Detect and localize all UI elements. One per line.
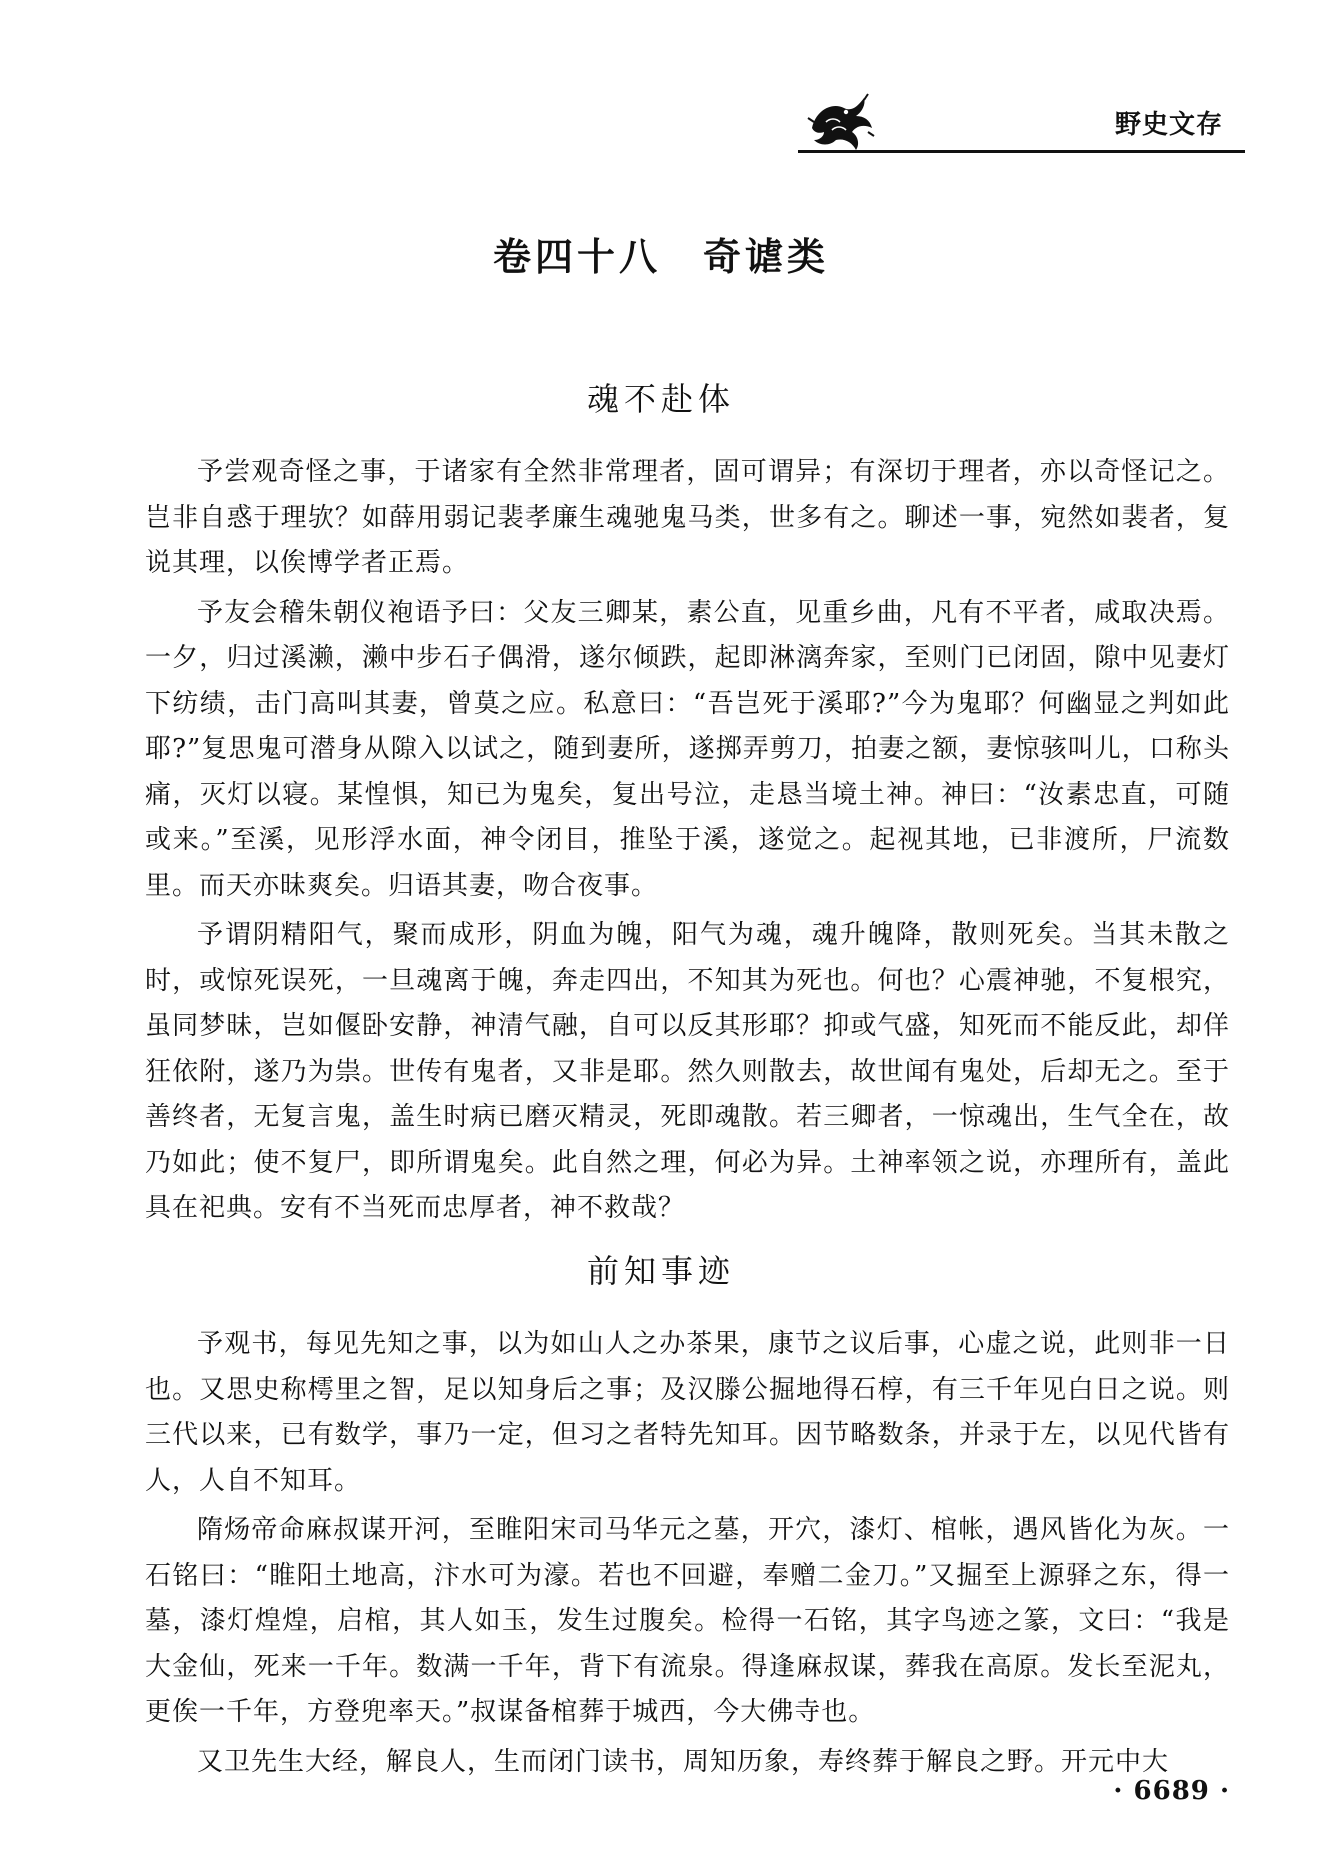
paragraph: 隋炀帝命麻叔谋开河，至睢阳宋司马华元之墓，开穴，漆灯、棺帐，遇风皆化为灰。一石铭曰：“睢阳土地高，汴水可为濠。若也不回避，奉赠二金刀。”又掘至上源驿之东，得一墓，漆灯煌煌，启棺，其人如玉，发生过腹矣。检得一石铭，其字鸟迹之篆，文曰：“我是大金仙，死来一千年。数满一千年，背下有流泉。得逢麻叔谋，葬我在高原。发长至泥丸，更俟一千年，方登兜率天。”叔谋备棺葬于城西，今大佛寺也。 bbox=[145, 1515, 1230, 1727]
running-title: 野史文存 bbox=[1114, 110, 1223, 140]
paragraph: 又卫先生大经，解良人，生而闭门读书，周知历象，寿终葬于解良之野。开元中大 bbox=[197, 1746, 1170, 1777]
chapter-title: 卷四十八 奇谑类 bbox=[492, 235, 829, 279]
section-title-soul: 魂不赴体 bbox=[586, 380, 735, 418]
running-header bbox=[790, 88, 1245, 158]
header-rule bbox=[798, 150, 1245, 153]
page-number: · 6689 · bbox=[1113, 1776, 1230, 1806]
paragraph: 予观书，每见先知之事，以为如山人之办茶果，康节之议后事，心虚之说，此则非一日也。又思史称樗里之智，足以知身后之事；及汉滕公掘地得石椁，有三千年见白日之说。则三代以来，已有数学，事乃一定，但习之者特先知耳。因节略数条，并录于左，以见代皆有人，人自不知耳。 bbox=[145, 1329, 1230, 1496]
paragraph: 予谓阴精阳气，聚而成形，阴血为魄，阳气为魂，魂升魄降，散则死矣。当其未散之时，或惊死误死，一旦魂离于魄，奔走四出，不知其为死也。何也？心震神驰，不复根究，虽同梦昧，岂如偃卧安静，神清气融，自可以反其形耶？抑或气盛，知死而不能反此，却佯狂依附，遂乃为祟。世传有鬼者，又非是耶。然久则散去，故世闻有鬼处，后却无之。至于善终者，无复言鬼，盖生时病已磨灭精灵，死即魂散。若三卿者，一惊魂出，生气全在，故乃如此；使不复尸，即所谓鬼矣。此自然之理，何必为异。土神率领之说，亦理所有，盖此具在祀典。安有不当死而忠厚者，神不救哉？ bbox=[145, 920, 1230, 1223]
dragon-emblem-icon bbox=[806, 88, 878, 152]
paragraph: 予友会稽朱朝仪袍语予曰：父友三卿某，素公直，见重乡曲，凡有不平者，咸取决焉。一夕，归过溪濑，濑中步石子偶滑，遂尔倾跌，起即淋漓奔家，至则门已闭固，隙中见妻灯下纺绩，击门高叫其妻，曾莫之应。私意曰：“吾岂死于溪耶?”今为鬼耶？何幽显之判如此耶?”复思鬼可潜身从隙入以试之，随到妻所，遂掷弄剪刀，拍妻之额，妻惊骇叫儿，口称头痛，灭灯以寝。某惶惧，知已为鬼矣，复出号泣，走恳当境土神。神曰：“汝素忠直，可随或来。”至溪，见形浮水面，神令闭目，推坠于溪，遂觉之。起视其地，已非渡所，尸流数里。而天亦昧爽矣。归语其妻，吻合夜事。 bbox=[145, 597, 1230, 901]
section-title-foreknowledge: 前知事迹 bbox=[586, 1252, 735, 1290]
paragraph: 予尝观奇怪之事，于诸家有全然非常理者，固可谓异；有深切于理者，亦以奇怪记之。岂非自惑于理欤？如薛用弱记裴孝廉生魂驰鬼马类，世多有之。聊述一事，宛然如裴者，复说其理，以俟博学者正焉。 bbox=[145, 457, 1230, 578]
section-body-foreknowledge bbox=[145, 1322, 1230, 1789]
section-body-soul bbox=[145, 450, 1230, 1236]
